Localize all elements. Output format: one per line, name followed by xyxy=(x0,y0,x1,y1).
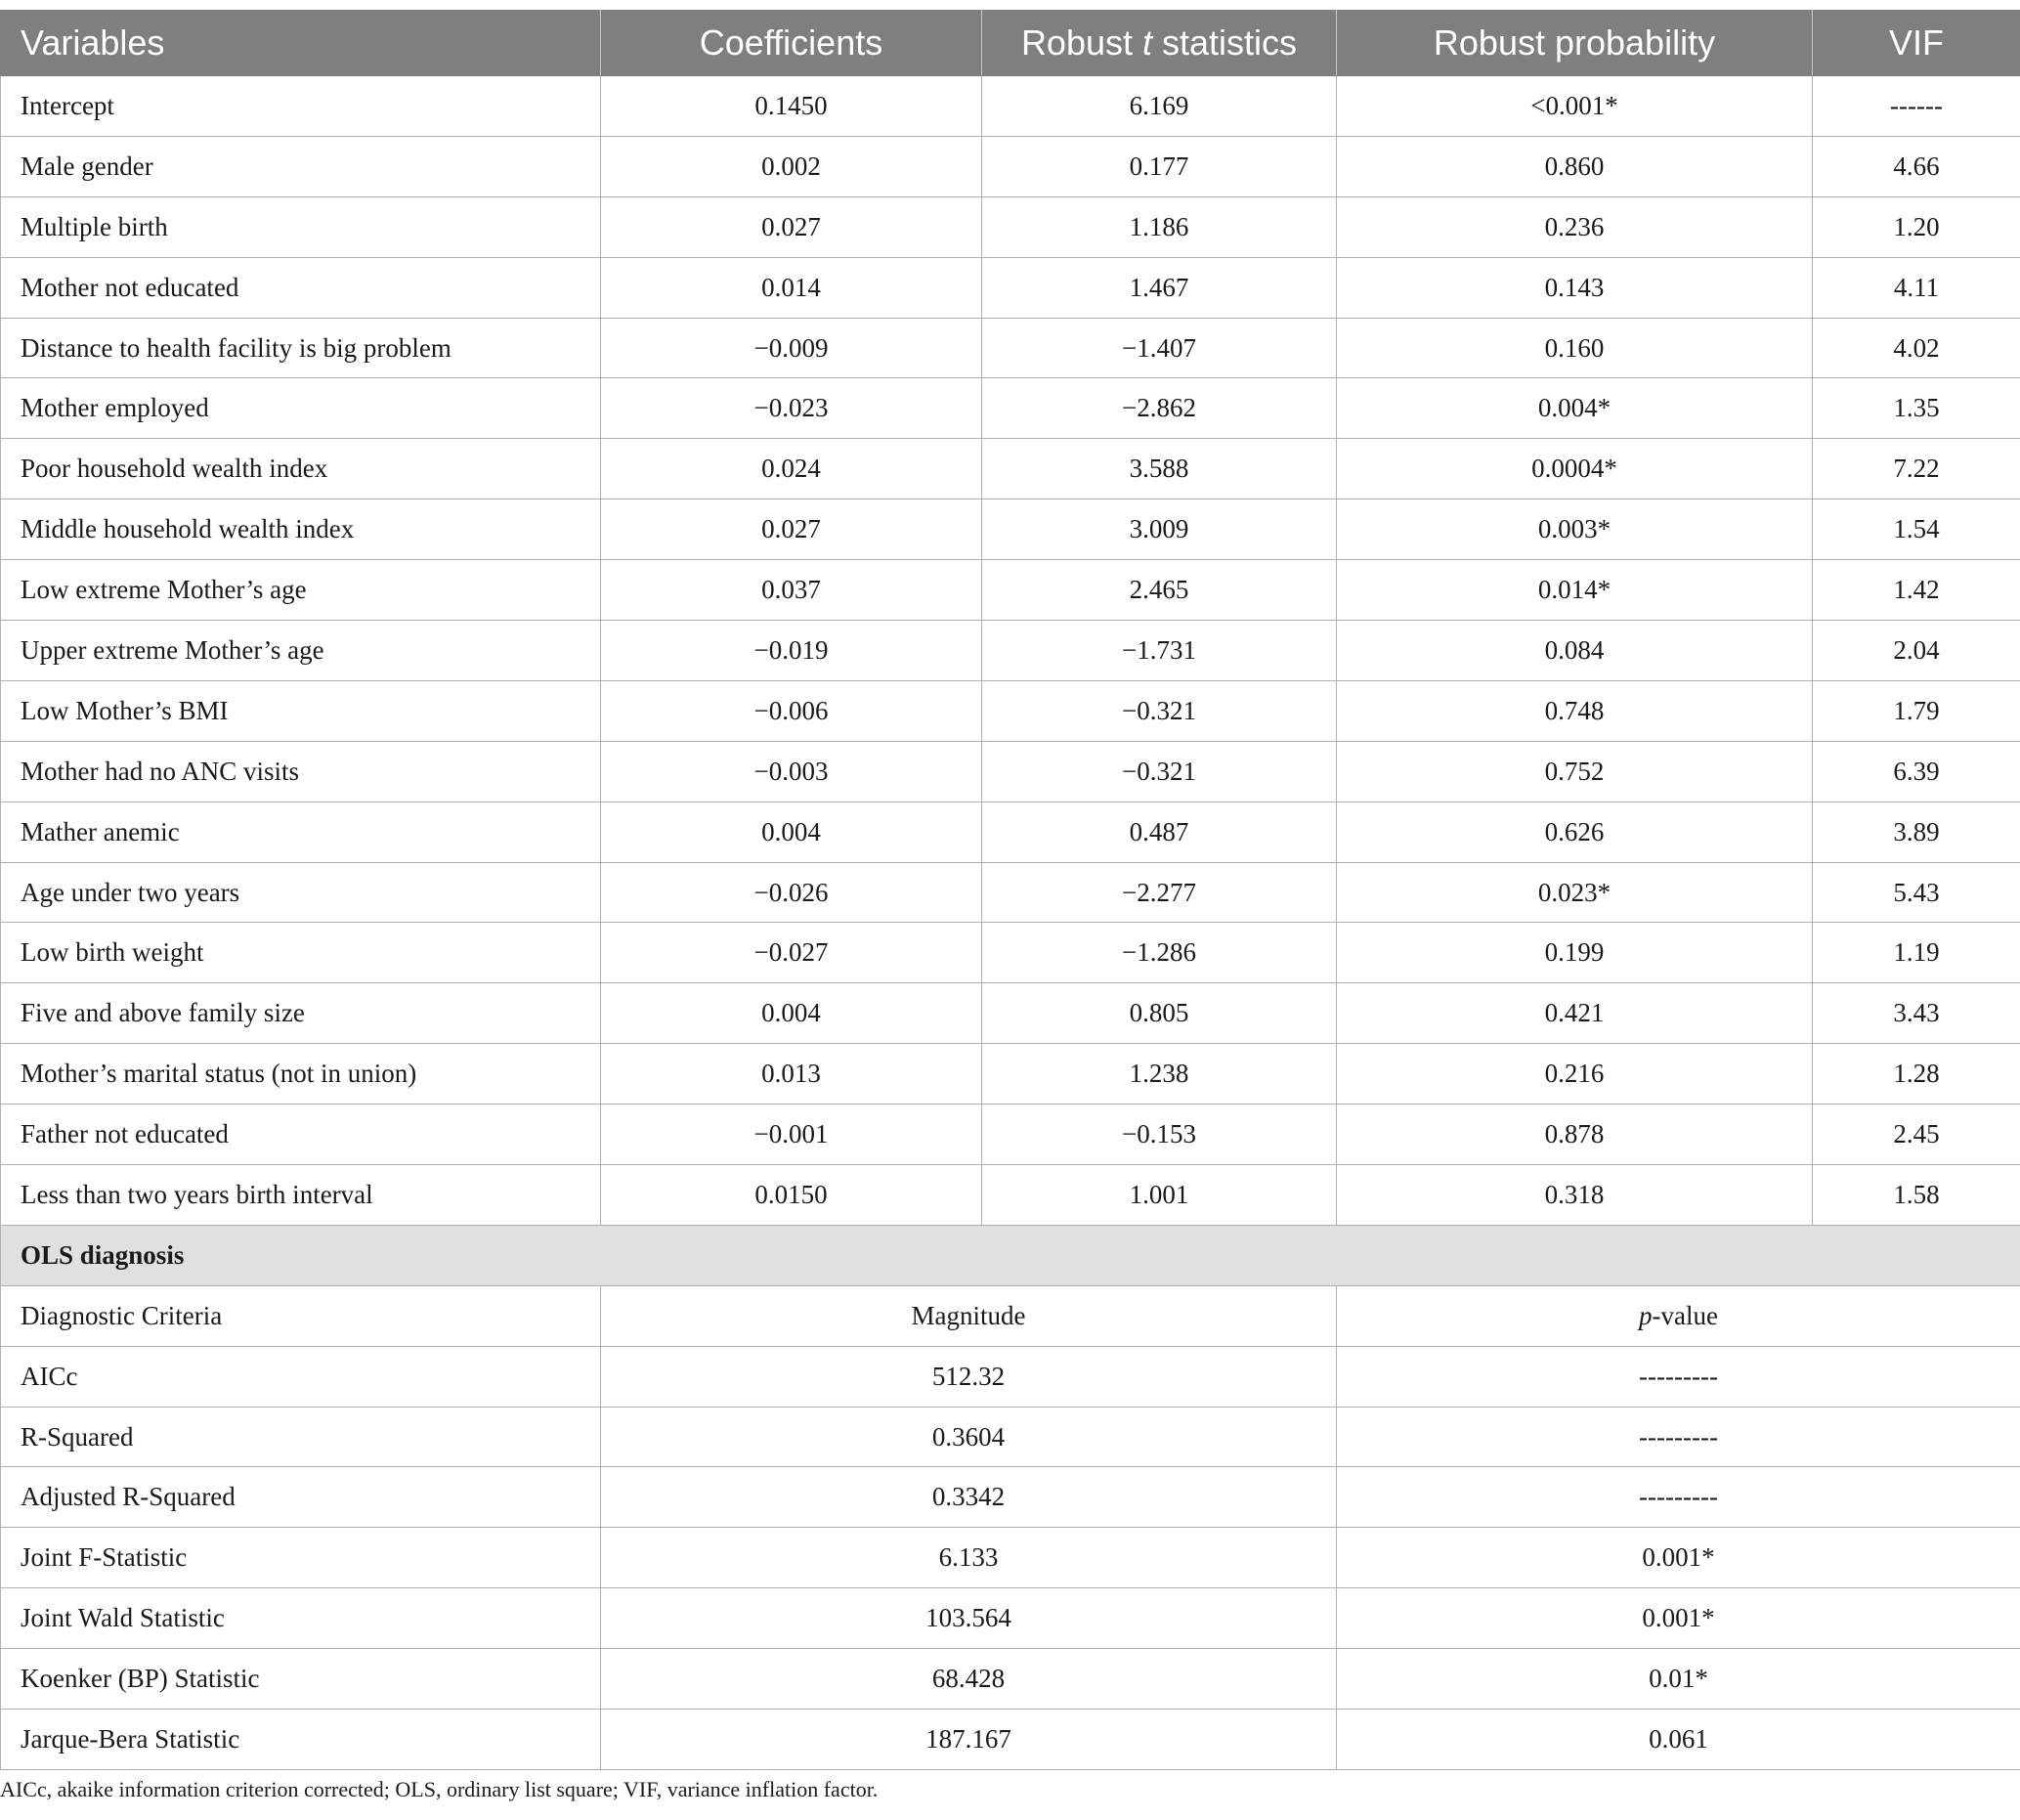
variable-cell: Father not educated xyxy=(1,1105,601,1165)
diagnostic-criteria-cell: R-Squared xyxy=(1,1407,601,1467)
diagnosis-row xyxy=(1,1528,2020,1588)
vif-cell: 1.20 xyxy=(1813,196,2020,257)
t-statistic-cell: 3.009 xyxy=(982,499,1337,560)
ols-regression-table xyxy=(0,10,2020,1770)
header-vif: VIF xyxy=(1813,11,2020,76)
vif-cell: 5.43 xyxy=(1813,862,2020,923)
magnitude-cell: 103.564 xyxy=(601,1588,1337,1649)
header-variables: Variables xyxy=(1,11,601,76)
t-statistic-cell: −1.731 xyxy=(982,621,1337,681)
vif-cell: 7.22 xyxy=(1813,439,2020,499)
coefficient-cell: −0.027 xyxy=(601,923,982,983)
table-row xyxy=(1,1105,2020,1165)
coefficient-cell: −0.009 xyxy=(601,318,982,378)
table-row xyxy=(1,76,2020,137)
vif-cell: 1.28 xyxy=(1813,1044,2020,1105)
t-statistic-cell: 0.177 xyxy=(982,136,1337,196)
table-row xyxy=(1,560,2020,621)
diagnostic-criteria-cell: Jarque-Bera Statistic xyxy=(1,1710,601,1770)
variable-cell: Low extreme Mother’s age xyxy=(1,560,601,621)
diagnosis-header-magnitude: Magnitude xyxy=(601,1285,1337,1346)
variable-cell: Male gender xyxy=(1,136,601,196)
probability-cell: 0.748 xyxy=(1337,680,1813,741)
p-value-cell: 0.001* xyxy=(1337,1528,2020,1588)
diagnostic-criteria-cell: Joint F-Statistic xyxy=(1,1528,601,1588)
t-statistic-cell: 1.001 xyxy=(982,1165,1337,1226)
diagnostic-criteria-cell: Joint Wald Statistic xyxy=(1,1588,601,1649)
table-header-row xyxy=(1,11,2020,76)
variable-cell: Age under two years xyxy=(1,862,601,923)
probability-cell: 0.236 xyxy=(1337,196,1813,257)
variable-cell: Five and above family size xyxy=(1,983,601,1044)
magnitude-cell: 0.3342 xyxy=(601,1467,1337,1528)
vif-cell: 1.42 xyxy=(1813,560,2020,621)
table-row xyxy=(1,439,2020,499)
coefficient-cell: 0.002 xyxy=(601,136,982,196)
p-value-cell: 0.01* xyxy=(1337,1649,2020,1710)
vif-cell: 1.35 xyxy=(1813,378,2020,439)
variable-cell: Mother had no ANC visits xyxy=(1,741,601,802)
probability-cell: 0.023* xyxy=(1337,862,1813,923)
table-row xyxy=(1,983,2020,1044)
diagnosis-row xyxy=(1,1710,2020,1770)
regression-table-container xyxy=(0,10,2020,1770)
diagnosis-row xyxy=(1,1649,2020,1710)
ols-diagnosis-title: OLS diagnosis xyxy=(1,1225,2020,1285)
table-row xyxy=(1,196,2020,257)
vif-cell: 3.43 xyxy=(1813,983,2020,1044)
probability-cell: 0.216 xyxy=(1337,1044,1813,1105)
t-statistic-cell: 1.467 xyxy=(982,257,1337,318)
variable-cell: Distance to health facility is big problem xyxy=(1,318,601,378)
variable-cell: Poor household wealth index xyxy=(1,439,601,499)
variable-cell: Low Mother’s BMI xyxy=(1,680,601,741)
variable-cell: Low birth weight xyxy=(1,923,601,983)
probability-cell: 0.626 xyxy=(1337,802,1813,862)
coefficient-cell: 0.013 xyxy=(601,1044,982,1105)
t-statistic-cell: −2.862 xyxy=(982,378,1337,439)
vif-cell: 1.19 xyxy=(1813,923,2020,983)
vif-cell: 4.11 xyxy=(1813,257,2020,318)
probability-cell: 0.860 xyxy=(1337,136,1813,196)
header-robust-t-post: statistics xyxy=(1152,22,1298,63)
diagnostic-criteria-cell: AICc xyxy=(1,1346,601,1407)
ols-diagnosis-section-row xyxy=(1,1225,2020,1285)
p-value-cell: --------- xyxy=(1337,1407,2020,1467)
variables-table-body xyxy=(1,76,2020,1770)
probability-cell: 0.0004* xyxy=(1337,439,1813,499)
p-value-cell: 0.061 xyxy=(1337,1710,2020,1770)
probability-cell: 0.143 xyxy=(1337,257,1813,318)
magnitude-cell: 187.167 xyxy=(601,1710,1337,1770)
vif-cell: 1.58 xyxy=(1813,1165,2020,1226)
vif-cell: ------ xyxy=(1813,76,2020,137)
table-row xyxy=(1,741,2020,802)
vif-cell: 6.39 xyxy=(1813,741,2020,802)
probability-cell: 0.084 xyxy=(1337,621,1813,681)
probability-cell: 0.160 xyxy=(1337,318,1813,378)
probability-cell: 0.003* xyxy=(1337,499,1813,560)
table-row xyxy=(1,1165,2020,1226)
probability-cell: <0.001* xyxy=(1337,76,1813,137)
variable-cell: Upper extreme Mother’s age xyxy=(1,621,601,681)
header-robust-probability: Robust probability xyxy=(1337,11,1813,76)
t-statistic-cell: 3.588 xyxy=(982,439,1337,499)
p-value-cell: --------- xyxy=(1337,1346,2020,1407)
t-statistic-cell: −1.286 xyxy=(982,923,1337,983)
vif-cell: 2.04 xyxy=(1813,621,2020,681)
table-row xyxy=(1,136,2020,196)
header-robust-t-pre: Robust xyxy=(1020,22,1143,63)
table-row xyxy=(1,499,2020,560)
diagnosis-row xyxy=(1,1407,2020,1467)
vif-cell: 4.66 xyxy=(1813,136,2020,196)
coefficient-cell: 0.027 xyxy=(601,196,982,257)
coefficient-cell: −0.026 xyxy=(601,862,982,923)
vif-cell: 4.02 xyxy=(1813,318,2020,378)
table-footnote: AICc, akaike information criterion corrected; OLS, ordinary list square; VIF, variance inflation factor. xyxy=(0,1777,879,1801)
magnitude-cell: 6.133 xyxy=(601,1528,1337,1588)
diagnostic-criteria-cell: Adjusted R-Squared xyxy=(1,1467,601,1528)
diagnosis-row xyxy=(1,1588,2020,1649)
t-statistic-cell: 2.465 xyxy=(982,560,1337,621)
table-row xyxy=(1,257,2020,318)
pvalue-italic-p: p xyxy=(1639,1300,1653,1330)
coefficient-cell: 0.004 xyxy=(601,802,982,862)
p-value-cell: 0.001* xyxy=(1337,1588,2020,1649)
variable-cell: Middle household wealth index xyxy=(1,499,601,560)
probability-cell: 0.421 xyxy=(1337,983,1813,1044)
diagnosis-header-criteria: Diagnostic Criteria xyxy=(1,1285,601,1346)
coefficient-cell: 0.037 xyxy=(601,560,982,621)
t-statistic-cell: 1.186 xyxy=(982,196,1337,257)
magnitude-cell: 0.3604 xyxy=(601,1407,1337,1467)
table-row xyxy=(1,862,2020,923)
table-row xyxy=(1,802,2020,862)
coefficient-cell: 0.014 xyxy=(601,257,982,318)
vif-cell: 2.45 xyxy=(1813,1105,2020,1165)
t-statistic-cell: −0.321 xyxy=(982,680,1337,741)
magnitude-cell: 68.428 xyxy=(601,1649,1337,1710)
probability-cell: 0.004* xyxy=(1337,378,1813,439)
probability-cell: 0.014* xyxy=(1337,560,1813,621)
probability-cell: 0.318 xyxy=(1337,1165,1813,1226)
header-robust-t-italic: t xyxy=(1142,22,1153,63)
diagnosis-header-pvalue xyxy=(1337,1285,2020,1346)
t-statistic-cell: 1.238 xyxy=(982,1044,1337,1105)
header-coefficients: Coefficients xyxy=(601,11,982,76)
table-row xyxy=(1,680,2020,741)
table-row xyxy=(1,378,2020,439)
variable-cell: Mother employed xyxy=(1,378,601,439)
coefficient-cell: 0.1450 xyxy=(601,76,982,137)
pvalue-suffix: -value xyxy=(1652,1300,1718,1330)
variable-cell: Less than two years birth interval xyxy=(1,1165,601,1226)
t-statistic-cell: −0.153 xyxy=(982,1105,1337,1165)
coefficient-cell: −0.023 xyxy=(601,378,982,439)
table-row xyxy=(1,318,2020,378)
probability-cell: 0.878 xyxy=(1337,1105,1813,1165)
diagnostic-criteria-cell: Koenker (BP) Statistic xyxy=(1,1649,601,1710)
diagnosis-header-row xyxy=(1,1285,2020,1346)
probability-cell: 0.199 xyxy=(1337,923,1813,983)
coefficient-cell: −0.001 xyxy=(601,1105,982,1165)
variable-cell: Mother not educated xyxy=(1,257,601,318)
t-statistic-cell: 0.487 xyxy=(982,802,1337,862)
p-value-cell: --------- xyxy=(1337,1467,2020,1528)
table-row xyxy=(1,621,2020,681)
diagnosis-row xyxy=(1,1346,2020,1407)
table-row xyxy=(1,923,2020,983)
t-statistic-cell: 6.169 xyxy=(982,76,1337,137)
coefficient-cell: −0.019 xyxy=(601,621,982,681)
t-statistic-cell: 0.805 xyxy=(982,983,1337,1044)
coefficient-cell: 0.004 xyxy=(601,983,982,1044)
probability-cell: 0.752 xyxy=(1337,741,1813,802)
variable-cell: Mather anemic xyxy=(1,802,601,862)
t-statistic-cell: −1.407 xyxy=(982,318,1337,378)
variable-cell: Intercept xyxy=(1,76,601,137)
magnitude-cell: 512.32 xyxy=(601,1346,1337,1407)
header-robust-t-statistics xyxy=(982,11,1337,76)
vif-cell: 1.54 xyxy=(1813,499,2020,560)
coefficient-cell: 0.027 xyxy=(601,499,982,560)
coefficient-cell: 0.024 xyxy=(601,439,982,499)
t-statistic-cell: −0.321 xyxy=(982,741,1337,802)
t-statistic-cell: −2.277 xyxy=(982,862,1337,923)
diagnosis-row xyxy=(1,1467,2020,1528)
vif-cell: 1.79 xyxy=(1813,680,2020,741)
table-row xyxy=(1,1044,2020,1105)
coefficient-cell: 0.0150 xyxy=(601,1165,982,1226)
coefficient-cell: −0.003 xyxy=(601,741,982,802)
variable-cell: Mother’s marital status (not in union) xyxy=(1,1044,601,1105)
variable-cell: Multiple birth xyxy=(1,196,601,257)
vif-cell: 3.89 xyxy=(1813,802,2020,862)
coefficient-cell: −0.006 xyxy=(601,680,982,741)
